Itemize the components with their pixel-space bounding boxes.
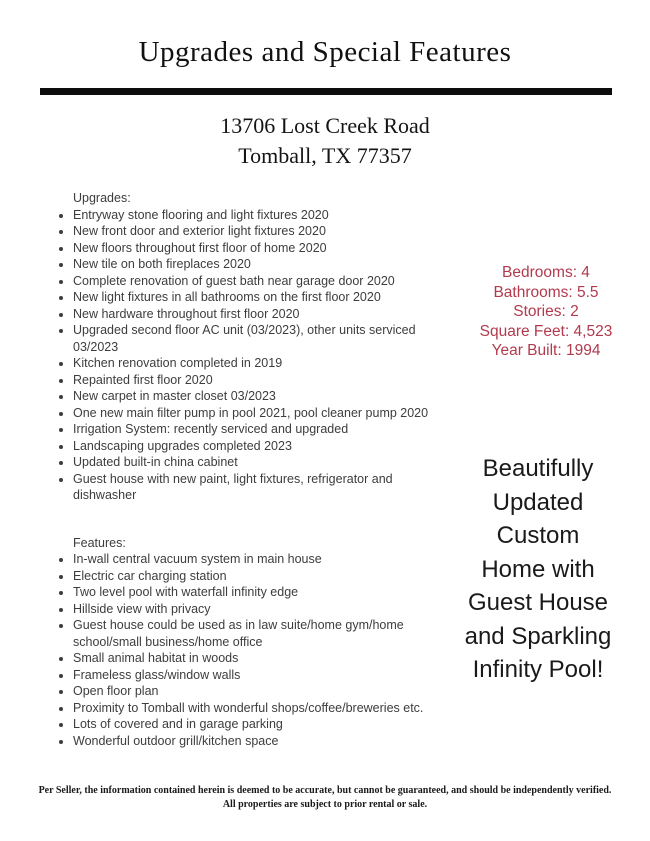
upgrades-heading: Upgrades: xyxy=(73,191,131,205)
feature-item: • Electric car charging station xyxy=(73,568,459,585)
marketing-highlight xyxy=(438,452,638,687)
highlight-line: Home with xyxy=(481,555,595,583)
address-city-state-zip: Tomball, TX 77357 xyxy=(238,143,412,168)
stat-line: Square Feet: 4,523 xyxy=(479,322,613,340)
disclaimer-line-1: Per Seller, the information contained herein is deemed to be accurate, but cannot be guaranteed, and should be independently verified. xyxy=(38,785,612,796)
legal-disclaimer xyxy=(0,784,650,812)
highlight-line: Guest House xyxy=(467,589,609,616)
upgrade-item: • New hardware throughout first floor 2020 xyxy=(73,306,459,323)
upgrades-list xyxy=(55,207,459,504)
upgrade-item: • New front door and exterior light fixtures 2020 xyxy=(73,223,459,240)
highlight-line: Custom xyxy=(496,522,580,549)
feature-item: • Guest house could be used as in law suite/home gym/home school/small business/home office xyxy=(73,617,459,650)
upgrade-item: • One new main filter pump in pool 2021, pool cleaner pump 2020 xyxy=(73,405,459,422)
upgrade-item: • New carpet in master closet 03/2023 xyxy=(73,388,459,405)
stat-line: Bathrooms: 5.5 xyxy=(493,283,599,301)
feature-item: • Small animal habitat in woods xyxy=(73,650,459,667)
highlight-line: and Sparkling xyxy=(464,622,612,650)
upgrade-item: • New light fixtures in all bathrooms on the first floor 2020 xyxy=(73,289,459,306)
upgrade-item: • Repainted first floor 2020 xyxy=(73,372,459,389)
upgrade-item: • Complete renovation of guest bath near garage door 2020 xyxy=(73,273,459,290)
stat-line: Stories: 2 xyxy=(513,303,579,320)
upgrade-item: • Irrigation System: recently serviced and upgraded xyxy=(73,421,459,438)
section-spacer xyxy=(55,504,459,535)
features-list xyxy=(55,551,459,749)
upgrade-item: • Guest house with new paint, light fixtures, refrigerator and dishwasher xyxy=(73,471,459,504)
property-address xyxy=(0,111,650,171)
details-column xyxy=(55,190,459,749)
upgrade-item: • Upgraded second floor AC unit (03/2023), other units serviced 03/2023 xyxy=(73,322,459,355)
upgrade-item: • Landscaping upgrades completed 2023 xyxy=(73,438,459,455)
property-stats xyxy=(448,263,644,361)
upgrade-item: • New floors throughout first floor of home 2020 xyxy=(73,240,459,257)
feature-item: • Proximity to Tomball with wonderful shops/coffee/breweries etc. xyxy=(73,700,459,717)
feature-item: • Lots of covered and in garage parking xyxy=(73,716,459,733)
features-heading: Features: xyxy=(73,535,126,550)
address-street: 13706 Lost Creek Road xyxy=(220,113,430,138)
feature-item: • In-wall central vacuum system in main house xyxy=(73,551,459,568)
highlight-line: Updated xyxy=(492,488,584,516)
stat-line: Year Built: 1994 xyxy=(491,342,601,359)
stat-line: Bedrooms: 4 xyxy=(502,264,590,281)
disclaimer-line-2: All properties are subject to prior rental or sale. xyxy=(222,799,428,810)
title-divider-rule xyxy=(40,88,612,95)
upgrade-item: • Entryway stone flooring and light fixtures 2020 xyxy=(73,207,459,224)
feature-item: • Hillside view with privacy xyxy=(73,601,459,618)
highlight-line: Infinity Pool! xyxy=(472,656,604,683)
page-title: Upgrades and Special Features xyxy=(138,36,512,68)
feature-item: • Open floor plan xyxy=(73,683,459,700)
feature-item: • Wonderful outdoor grill/kitchen space xyxy=(73,733,459,750)
upgrade-item: • Kitchen renovation completed in 2019 xyxy=(73,355,459,372)
upgrade-item: • New tile on both fireplaces 2020 xyxy=(73,256,459,273)
feature-item: • Frameless glass/window walls xyxy=(73,667,459,684)
highlight-line: Beautifully xyxy=(482,455,594,482)
upgrade-item: • Updated built-in china cabinet xyxy=(73,454,459,471)
feature-item: • Two level pool with waterfall infinity edge xyxy=(73,584,459,601)
